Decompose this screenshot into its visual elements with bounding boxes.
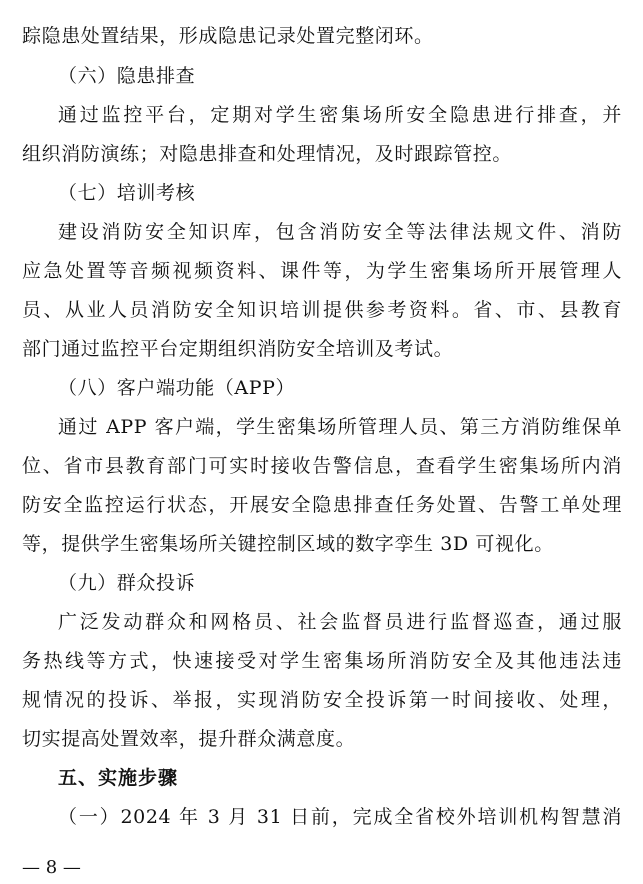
paragraph-line: （一）2024 年 3 月 31 日前，完成全省校外培训机构智慧消 [58, 806, 622, 828]
section-heading-6: （六）隐患排查 [58, 65, 196, 87]
chapter-heading: 五、实施步骤 [58, 767, 179, 789]
paragraph-line: 应急处置等音频视频资料、课件等，为学生密集场所开展管理人 [22, 260, 622, 282]
paragraph-line: 防安全监控运行状态，开展安全隐患排查任务处置、告警工单处理 [22, 494, 622, 516]
paragraph-line: 通过 APP 客户端，学生密集场所管理人员、第三方消防维保单 [58, 416, 622, 438]
paragraph-line: 等，提供学生密集场所关键控制区域的数字孪生 3D 可视化。 [22, 533, 554, 555]
section-heading-8: （八）客户端功能（APP） [58, 377, 296, 399]
paragraph-line: 位、省市县教育部门可实时接收告警信息，查看学生密集场所内消 [22, 455, 622, 477]
paragraph-line: 通过监控平台，定期对学生密集场所安全隐患进行排查，并 [58, 104, 622, 126]
paragraph-line: 切实提高处置效率，提升群众满意度。 [22, 728, 356, 750]
paragraph-line: 组织消防演练；对隐患排查和处理情况，及时跟踪管控。 [22, 143, 513, 165]
paragraph-line: 踪隐患处置结果，形成隐患记录处置完整闭环。 [22, 25, 434, 47]
paragraph-line: 建设消防安全知识库，包含消防安全等法律法规文件、消防 [58, 221, 622, 243]
section-heading-9: （九）群众投诉 [58, 572, 196, 594]
paragraph-line: 务热线等方式，快速接受对学生密集场所消防安全及其他违法违 [22, 650, 622, 672]
paragraph-line: 部门通过监控平台定期组织消防安全培训及考试。 [22, 338, 454, 360]
paragraph-line: 规情况的投诉、举报，实现消防安全投诉第一时间接收、处理， [22, 689, 622, 711]
page-number: — 8 — [22, 857, 81, 878]
section-heading-7: （七）培训考核 [58, 182, 196, 204]
paragraph-line: 员、从业人员消防安全知识培训提供参考资料。省、市、县教育 [22, 299, 622, 321]
paragraph-line: 广泛发动群众和网格员、社会监督员进行监督巡查，通过服 [58, 611, 622, 633]
